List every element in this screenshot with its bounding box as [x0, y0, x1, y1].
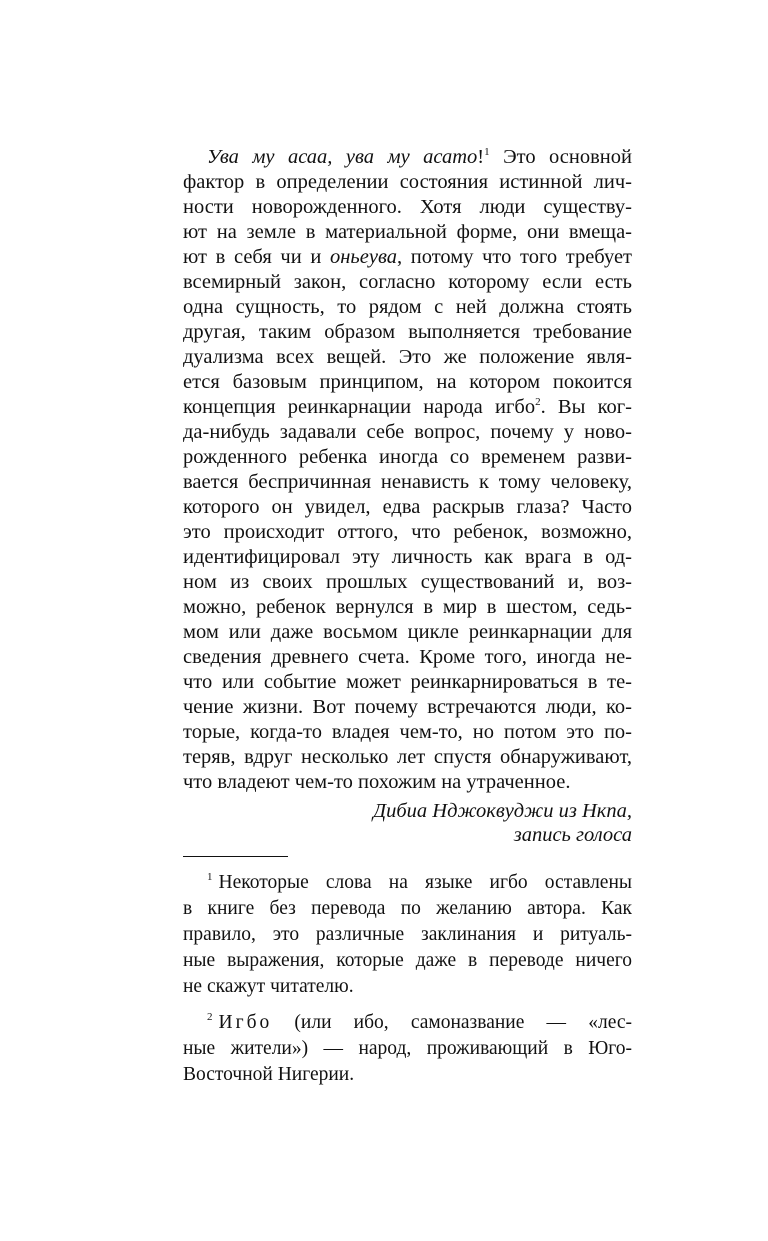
text-line: что владеют чем-то похожим на утраченное.: [183, 771, 571, 793]
footnote-separator: [183, 856, 288, 857]
footnote-ref-2[interactable]: 2: [535, 396, 541, 408]
attribution-source: запись голоса: [513, 824, 632, 846]
footnote-line: $^1$ Некоторые слова на языке игбо оставлены: [207, 871, 632, 893]
text-line: другая, таким образом выполняется требование: [183, 321, 632, 343]
attribution-author: Дибиа Нджоквуджи из Нкпа,: [373, 800, 632, 822]
text-line: ют на земле в материальной форме, они вмеща-: [183, 221, 632, 243]
text-line: ном из своих прошлых существований и, воз-: [183, 571, 632, 593]
text-line: концепция реинкарнации народа игбо$^2$. Вы ког-: [183, 396, 633, 418]
footnote-line: правило, это различные заклинания и ритуаль-: [183, 924, 632, 945]
text-line: идентифицировал эту личность как врага в од-: [183, 546, 632, 568]
text-line: рожденного ребенка иногда со временем разви-: [183, 446, 632, 468]
text-line: ется базовым принципом, на котором покоится: [183, 371, 632, 393]
footnote-mark-1: 1: [207, 871, 213, 883]
text-line: мом или даже восьмом цикле реинкарнации для: [183, 621, 632, 643]
text-line: что или событие может реинкарнироваться в те-: [183, 671, 632, 693]
text-line: да-нибудь задавали себе вопрос, почему у ново-: [183, 421, 632, 443]
text-line: Ува му асаа, ува му асато!$^1$ Это основной: [207, 146, 632, 168]
text-line: торые, когда-то владея чем-то, но потом это по-: [183, 721, 632, 743]
text-line: одна сущность, то рядом с ней должна стоять: [183, 296, 632, 318]
footnote-mark-2: 2: [207, 1011, 213, 1023]
igbo-phrase: Ува му асаа, ува му асато: [207, 146, 478, 168]
footnote-line: не скажут читателю.: [183, 976, 354, 997]
text-line: дуализма всех вещей. Это же положение явля-: [183, 346, 632, 368]
text-line: фактор в определении состояния истинной лич-: [183, 171, 632, 193]
text-line: которого он увидел, едва раскрыв глаза? Часто: [183, 496, 632, 518]
text-line: теряв, вдруг несколько лет спустя обнаруживают,: [183, 746, 632, 768]
text-line: ности новорожденного. Хотя люди существу-: [183, 196, 632, 218]
text-line: сведения древнего счета. Кроме того, иногда не-: [183, 646, 632, 668]
footnote-ref-1[interactable]: 1: [484, 146, 490, 158]
footnote-term: Игбо: [218, 1012, 273, 1033]
text-line: вается беспричинная ненависть к тому человеку,: [183, 471, 632, 493]
text-line: чение жизни. Вот почему встречаются люди, ко-: [183, 696, 632, 718]
footnote-line: ные выражения, которые даже в переводе ничего: [183, 950, 632, 971]
text-line: ют в себя чи и оньеува, потому что того требует: [183, 246, 632, 268]
footnote-line: ные жители») — народ, проживающий в Юго-: [183, 1038, 632, 1059]
footnote-line: в книге без перевода по желанию автора. Как: [183, 898, 632, 919]
footnote-line: Восточной Нигерии.: [183, 1064, 355, 1085]
text-line: это происходит оттого, что ребенок, возможно,: [183, 521, 632, 543]
text-line: всемирный закон, согласно которому если есть: [183, 271, 632, 293]
text-line: можно, ребенок вернулся в мир в шестом, седь-: [183, 596, 632, 618]
footnote-line: $^2$ Игбо (или ибо, самоназвание — «лес-: [207, 1011, 632, 1033]
igbo-word: оньеува: [330, 246, 397, 268]
